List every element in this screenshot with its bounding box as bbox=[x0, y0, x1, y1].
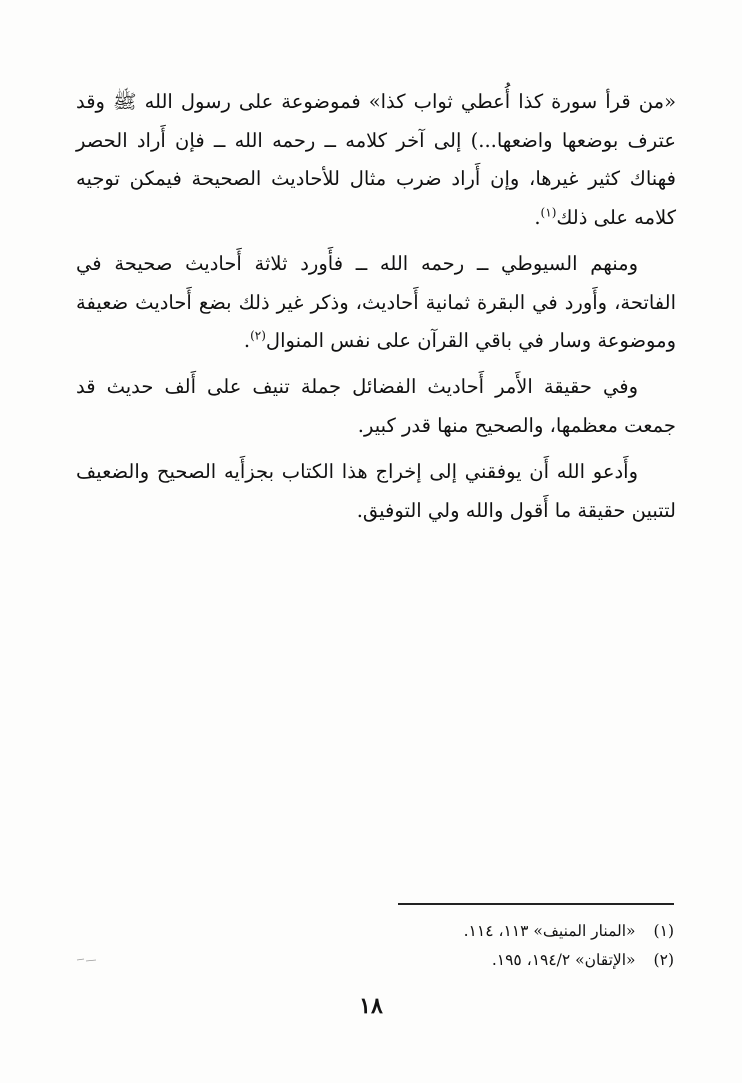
page-number: ١٨ bbox=[359, 993, 383, 1019]
footnote-divider bbox=[398, 903, 674, 905]
paragraph-1-text: «من قرأ سورة كذا أُعطي ثواب كذا» فموضوعة على رسول الله ﷺ وقد عترف بوضعها واضعها...) إلى آخر كلامه ــ رحمه الله ــ فإن أَراد الحصر فهناك كثير غيرها، وإن أَراد ضرب مثال للأحاديث الصحيحة فيمكن توجيه كلامه على ذلك bbox=[76, 90, 676, 229]
footnotes bbox=[380, 917, 674, 975]
footnote-ref-1: (١) bbox=[540, 205, 557, 219]
scan-speck-mark bbox=[76, 957, 98, 963]
paragraph-3-text: وفي حقيقة الأَمر أَحاديث الفضائل جملة تنيف على أَلف حديث قد جمعت معظمها، والصحيح منها قدر كبير. bbox=[76, 375, 676, 437]
paragraph-1: «من قرأ سورة كذا أُعطي ثواب كذا» فموضوعة على رسول الله ﷺ وقد عترف بوضعها واضعها...) إلى آخر كلامه ــ رحمه الله ــ فإن أَراد الحصر فهناك كثير غيرها، وإن أَراد ضرب مثال للأحاديث الصحيحة فيمكن توجيه كلامه على ذلك$^{(١)}$. bbox=[76, 90, 676, 229]
paragraph-2-text: ومنهم السيوطي ــ رحمه الله ــ فأَورد ثلاثة أَحاديث صحيحة في الفاتحة، وأَورد في البقرة ثمانية أَحاديث، وذكر غير ذلك بضع أَحاديث ضعيفة وموضوعة وسار في باقي القرآن على نفس المنوال bbox=[76, 252, 676, 352]
footnote-2 bbox=[380, 946, 674, 975]
footnote-2-text: «الإتقان» ١٩٤/٢، ١٩٥. bbox=[491, 951, 636, 969]
footnote-1-text: «المنار المنيف» ١١٣، ١١٤. bbox=[463, 922, 636, 940]
paragraph-4 bbox=[76, 453, 676, 530]
footnote-2-number: (٢) bbox=[653, 951, 674, 969]
paragraph-4-text: وأَدعو الله أَن يوفقني إلى إخراج هذا الكتاب بجزأَيه الصحيح والضعيف لتتبين حقيقة ما أَقول والله ولي التوفيق. bbox=[76, 460, 676, 522]
footnote-1-number: (١) bbox=[653, 922, 674, 940]
footnote-1 bbox=[380, 917, 674, 946]
paragraph-3 bbox=[76, 368, 676, 445]
paragraph-2: ومنهم السيوطي ــ رحمه الله ــ فأَورد ثلاثة أَحاديث صحيحة في الفاتحة، وأَورد في البقرة ثمانية أَحاديث، وذكر غير ذلك بضع أَحاديث ضعيفة وموضوعة وسار في باقي القرآن على نفس المنوال$^{(٢)}$. bbox=[76, 252, 676, 352]
footnote-ref-2: (٢) bbox=[250, 328, 266, 343]
